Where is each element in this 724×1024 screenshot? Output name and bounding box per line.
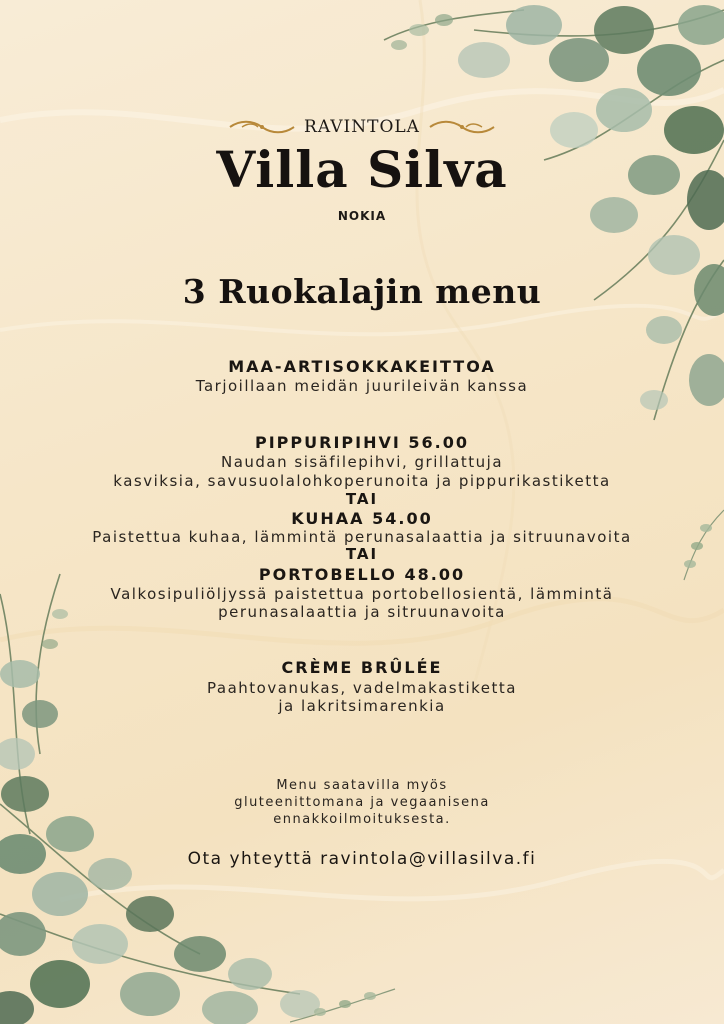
main-1-name: PIPPURIPIHVI 56.00: [255, 433, 469, 452]
ornament-right-icon: [428, 118, 496, 136]
main-1-description-line-2: kasviksia, savusuolalohkoperunoita ja pippurikastiketta: [113, 472, 611, 490]
brand-name: Villa Silva: [216, 140, 508, 199]
brand-kicker: RAVINTOLA: [304, 117, 420, 137]
main-3-name: PORTOBELLO 48.00: [258, 565, 466, 584]
ornament-left-icon: [228, 118, 296, 136]
note-line-3: ennakkoilmoituksesta.: [273, 812, 451, 827]
contact-line: Ota yhteyttä ravintola@villasilva.fi: [187, 849, 537, 869]
dessert-name: CRÈME BRÛLÉE: [281, 658, 443, 677]
brand-city: NOKIA: [337, 209, 387, 223]
note-line-1: Menu saatavilla myös: [276, 778, 448, 793]
dessert-description-line-1: Paahtovanukas, vadelmakastiketta: [207, 679, 517, 697]
note-line-2: gluteenittomana ja vegaanisena: [234, 795, 490, 810]
menu-title: 3 Ruokalajin menu: [182, 272, 542, 311]
dessert-description-line-2: ja lakritsimarenkia: [278, 697, 446, 715]
starter-name: MAA-ARTISOKKAKEITTOA: [228, 357, 496, 376]
or-separator-2: TAI: [345, 545, 379, 563]
sprig-bottom-illustration: [290, 984, 400, 1024]
main-3-description-line-2: perunasalaattia ja sitruunavoita: [218, 603, 506, 621]
main-2-name: KUHAA 54.00: [291, 509, 433, 528]
starter-description: Tarjoillaan meidän juurileivän kanssa: [195, 377, 529, 395]
main-2-description-line-1: Paistettua kuhaa, lämmintä perunasalaattia ja sitruunavoita: [92, 528, 632, 546]
main-1-description-line-1: Naudan sisäfilepihvi, grillattuja: [220, 453, 504, 471]
or-separator-1: TAI: [345, 490, 379, 508]
main-3-description-line-1: Valkosipuliöljyssä paistettua portobellosientä, lämmintä: [110, 585, 614, 603]
